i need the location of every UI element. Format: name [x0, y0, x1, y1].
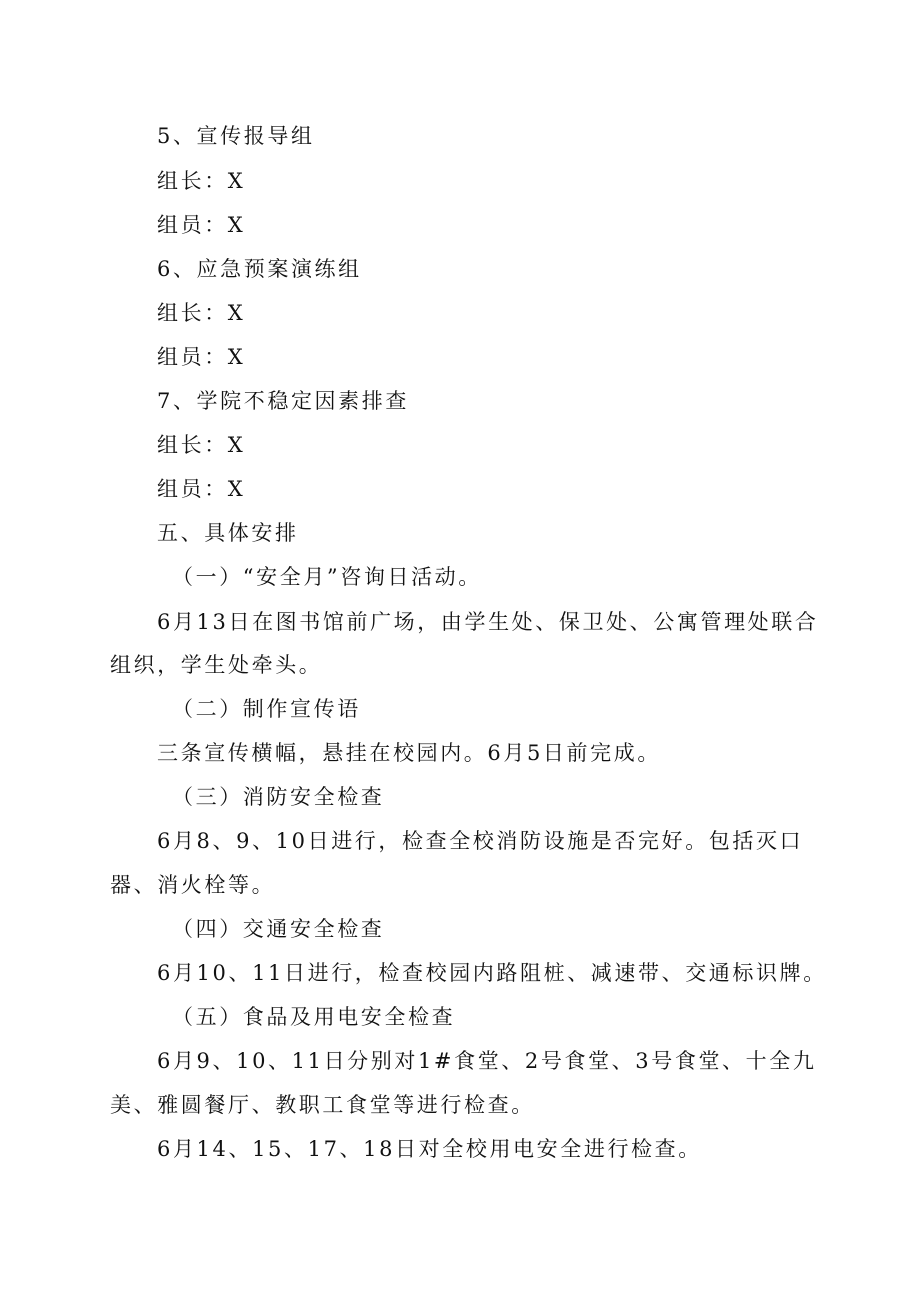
paragraph-line: 器、消火栓等。	[110, 873, 276, 897]
subheading-food-electric-safety: （五）食品及用电安全检查	[172, 1005, 456, 1029]
group-member-line: 组员：X	[157, 213, 246, 237]
subheading-slogans: （二）制作宣传语	[172, 697, 361, 721]
subheading-traffic-safety: （四）交通安全检查	[172, 917, 385, 941]
paragraph-line: 6月13日在图书馆前广场，由学生处、保卫处、公寓管理处联合	[157, 610, 819, 634]
chapter-heading-arrangements: 五、具体安排	[157, 521, 299, 545]
group-leader-line: 组长：X	[157, 433, 246, 457]
paragraph-line: 组织，学生处牵头。	[110, 653, 323, 677]
group-leader-line: 组长：X	[157, 169, 246, 193]
group-leader-line: 组长：X	[157, 301, 246, 325]
paragraph-line: 6月14、15、17、18日对全校用电安全进行检查。	[157, 1137, 702, 1161]
section-heading-emergency-drill-group: 6、应急预案演练组	[157, 257, 362, 281]
paragraph-line: 6月9、10、11日分别对1#食堂、2号食堂、3号食堂、十全九	[157, 1049, 817, 1073]
paragraph-line: 6月10、11日进行，检查校园内路阻桩、减速带、交通标识牌。	[157, 961, 827, 985]
section-heading-instability-check: 7、学院不稳定因素排查	[157, 389, 409, 413]
subheading-fire-safety: （三）消防安全检查	[172, 785, 385, 809]
subheading-consultation-day: （一）“安全月”咨询日活动。	[172, 565, 482, 589]
group-member-line: 组员：X	[157, 477, 246, 501]
section-heading-publicity-group: 5、宣传报导组	[157, 124, 315, 148]
paragraph-line: 美、雅圆餐厅、教职工食堂等进行检查。	[110, 1093, 535, 1117]
paragraph-line: 6月8、9、10日进行，检查全校消防设施是否完好。包括灭口	[157, 829, 804, 853]
paragraph-line: 三条宣传横幅，悬挂在校园内。6月5日前完成。	[157, 741, 661, 765]
group-member-line: 组员：X	[157, 345, 246, 369]
